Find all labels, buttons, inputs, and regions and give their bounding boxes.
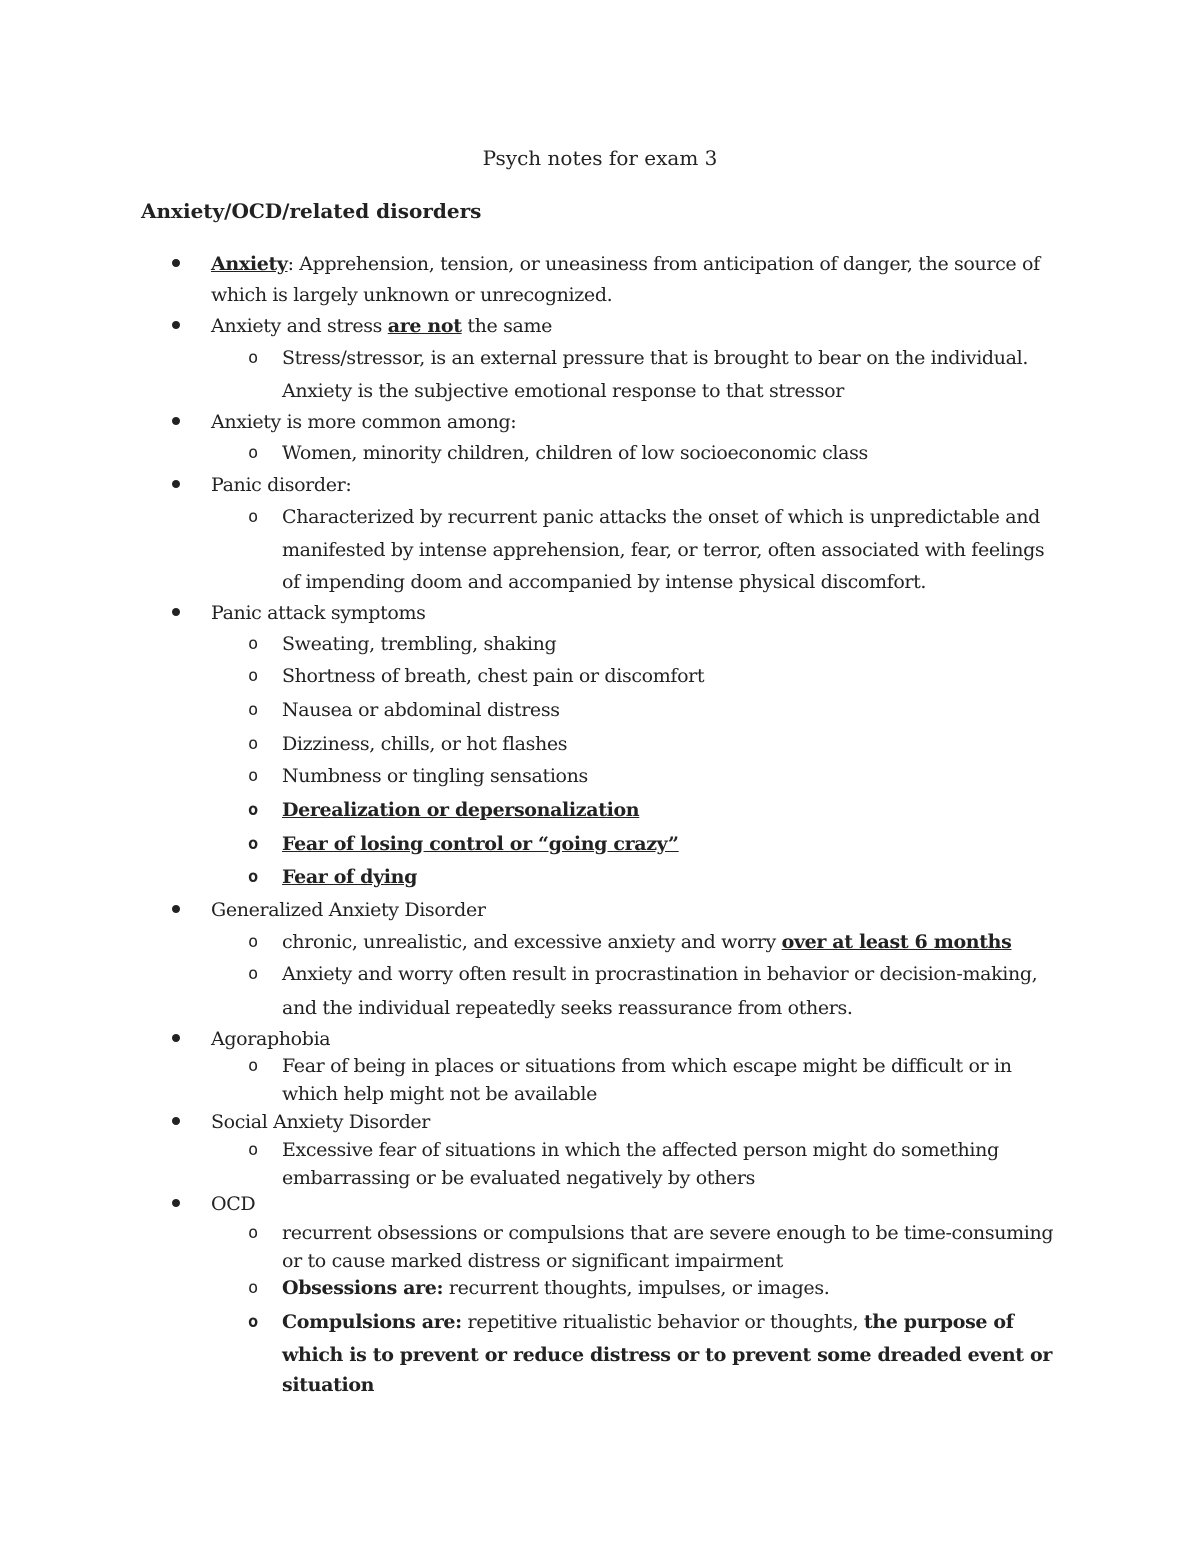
sub-bullet-icon: o — [248, 700, 259, 720]
sub-item: Women, minority children, children of low socioeconomic class — [282, 442, 868, 464]
sub-item-continued: manifested by intense apprehension, fear, or terror, often associated with feelings — [282, 539, 1045, 561]
sub-bullet-icon: o — [248, 867, 259, 887]
sub-bullet-icon: o — [248, 932, 259, 952]
sub-bullet-icon: o — [248, 1312, 259, 1332]
sub-item-continued: which is to prevent or reduce distress or to prevent some dreaded event or — [282, 1344, 1052, 1366]
sub-item: Sweating, trembling, shaking — [282, 633, 557, 655]
sub-bullet-icon: o — [248, 766, 259, 786]
list-item-continued: which is largely unknown or unrecognized. — [211, 284, 613, 306]
sub-bullet-icon: o — [248, 666, 259, 686]
sub-item-emphasis: Derealization or depersonalization — [282, 799, 640, 821]
section-heading: Anxiety/OCD/related disorders — [141, 199, 482, 223]
term-anxiety: Anxiety — [211, 253, 288, 275]
sub-item-continued: of impending doom and accompanied by intense physical discomfort. — [282, 571, 927, 593]
list-item: OCD — [211, 1193, 256, 1215]
sub-bullet-icon: o — [248, 800, 259, 820]
sub-item: Excessive fear of situations in which the affected person might do something — [282, 1139, 999, 1161]
sub-item: Anxiety and worry often result in procrastination in behavior or decision-making, — [282, 963, 1038, 985]
sub-item-continued: and the individual repeatedly seeks reassurance from others. — [282, 997, 853, 1019]
sub-item: Nausea or abdominal distress — [282, 699, 560, 721]
bullet-icon — [172, 469, 180, 501]
bullet-icon — [172, 597, 180, 629]
sub-bullet-icon: o — [248, 443, 259, 463]
list-item: Panic attack symptoms — [211, 602, 426, 624]
sub-bullet-icon: o — [248, 507, 259, 527]
sub-item: Shortness of breath, chest pain or discomfort — [282, 665, 705, 687]
bullet-icon — [172, 310, 180, 342]
sub-item-continued: Anxiety is the subjective emotional response to that stressor — [282, 380, 844, 402]
sub-bullet-icon: o — [248, 734, 259, 754]
list-item: Generalized Anxiety Disorder — [211, 899, 486, 921]
bullet-icon — [172, 1023, 180, 1055]
sub-item: Fear of being in places or situations from which escape might be difficult or in — [282, 1055, 1012, 1077]
sub-item: Obsessions are: recurrent thoughts, impulses, or images. — [282, 1277, 830, 1299]
bullet-icon — [172, 248, 180, 280]
bullet-icon — [172, 894, 180, 926]
sub-item: Characterized by recurrent panic attacks the onset of which is unpredictable and — [282, 506, 1040, 528]
sub-item: Numbness or tingling sensations — [282, 765, 588, 787]
list-item: Social Anxiety Disorder — [211, 1111, 431, 1133]
bullet-icon — [172, 1188, 180, 1220]
sub-item: chronic, unrealistic, and excessive anxiety and worry over at least 6 months — [282, 931, 1012, 953]
list-item: Anxiety: Apprehension, tension, or uneasiness from anticipation of danger, the source of — [211, 253, 1040, 275]
sub-item: Compulsions are: repetitive ritualistic behavior or thoughts, the purpose of — [282, 1311, 1014, 1333]
sub-item-emphasis: Fear of losing control or “going crazy” — [282, 833, 679, 855]
sub-item: Dizziness, chills, or hot flashes — [282, 733, 568, 755]
sub-bullet-icon: o — [248, 964, 259, 984]
sub-bullet-icon: o — [248, 1223, 259, 1243]
bullet-icon — [172, 1106, 180, 1138]
sub-bullet-icon: o — [248, 1278, 259, 1298]
sub-bullet-icon: o — [248, 634, 259, 654]
page-title: Psych notes for exam 3 — [482, 146, 718, 170]
sub-bullet-icon: o — [248, 1056, 259, 1076]
sub-bullet-icon: o — [248, 834, 259, 854]
sub-item-continued: or to cause marked distress or significant impairment — [282, 1250, 783, 1272]
list-item: Anxiety is more common among: — [211, 411, 517, 433]
list-item: Panic disorder: — [211, 474, 352, 496]
sub-item-continued: embarrassing or be evaluated negatively by others — [282, 1167, 755, 1189]
sub-item: recurrent obsessions or compulsions that are severe enough to be time-consuming — [282, 1222, 1054, 1244]
bullet-icon — [172, 406, 180, 438]
sub-bullet-icon: o — [248, 348, 259, 368]
list-item: Anxiety and stress are not the same — [211, 315, 553, 337]
sub-item-emphasis: Fear of dying — [282, 866, 418, 888]
sub-item-continued: situation — [282, 1374, 375, 1396]
sub-bullet-icon: o — [248, 1140, 259, 1160]
sub-item-continued: which help might not be available — [282, 1083, 598, 1105]
sub-item: Stress/stressor, is an external pressure that is brought to bear on the individual. — [282, 347, 1029, 369]
list-item: Agoraphobia — [211, 1028, 331, 1050]
